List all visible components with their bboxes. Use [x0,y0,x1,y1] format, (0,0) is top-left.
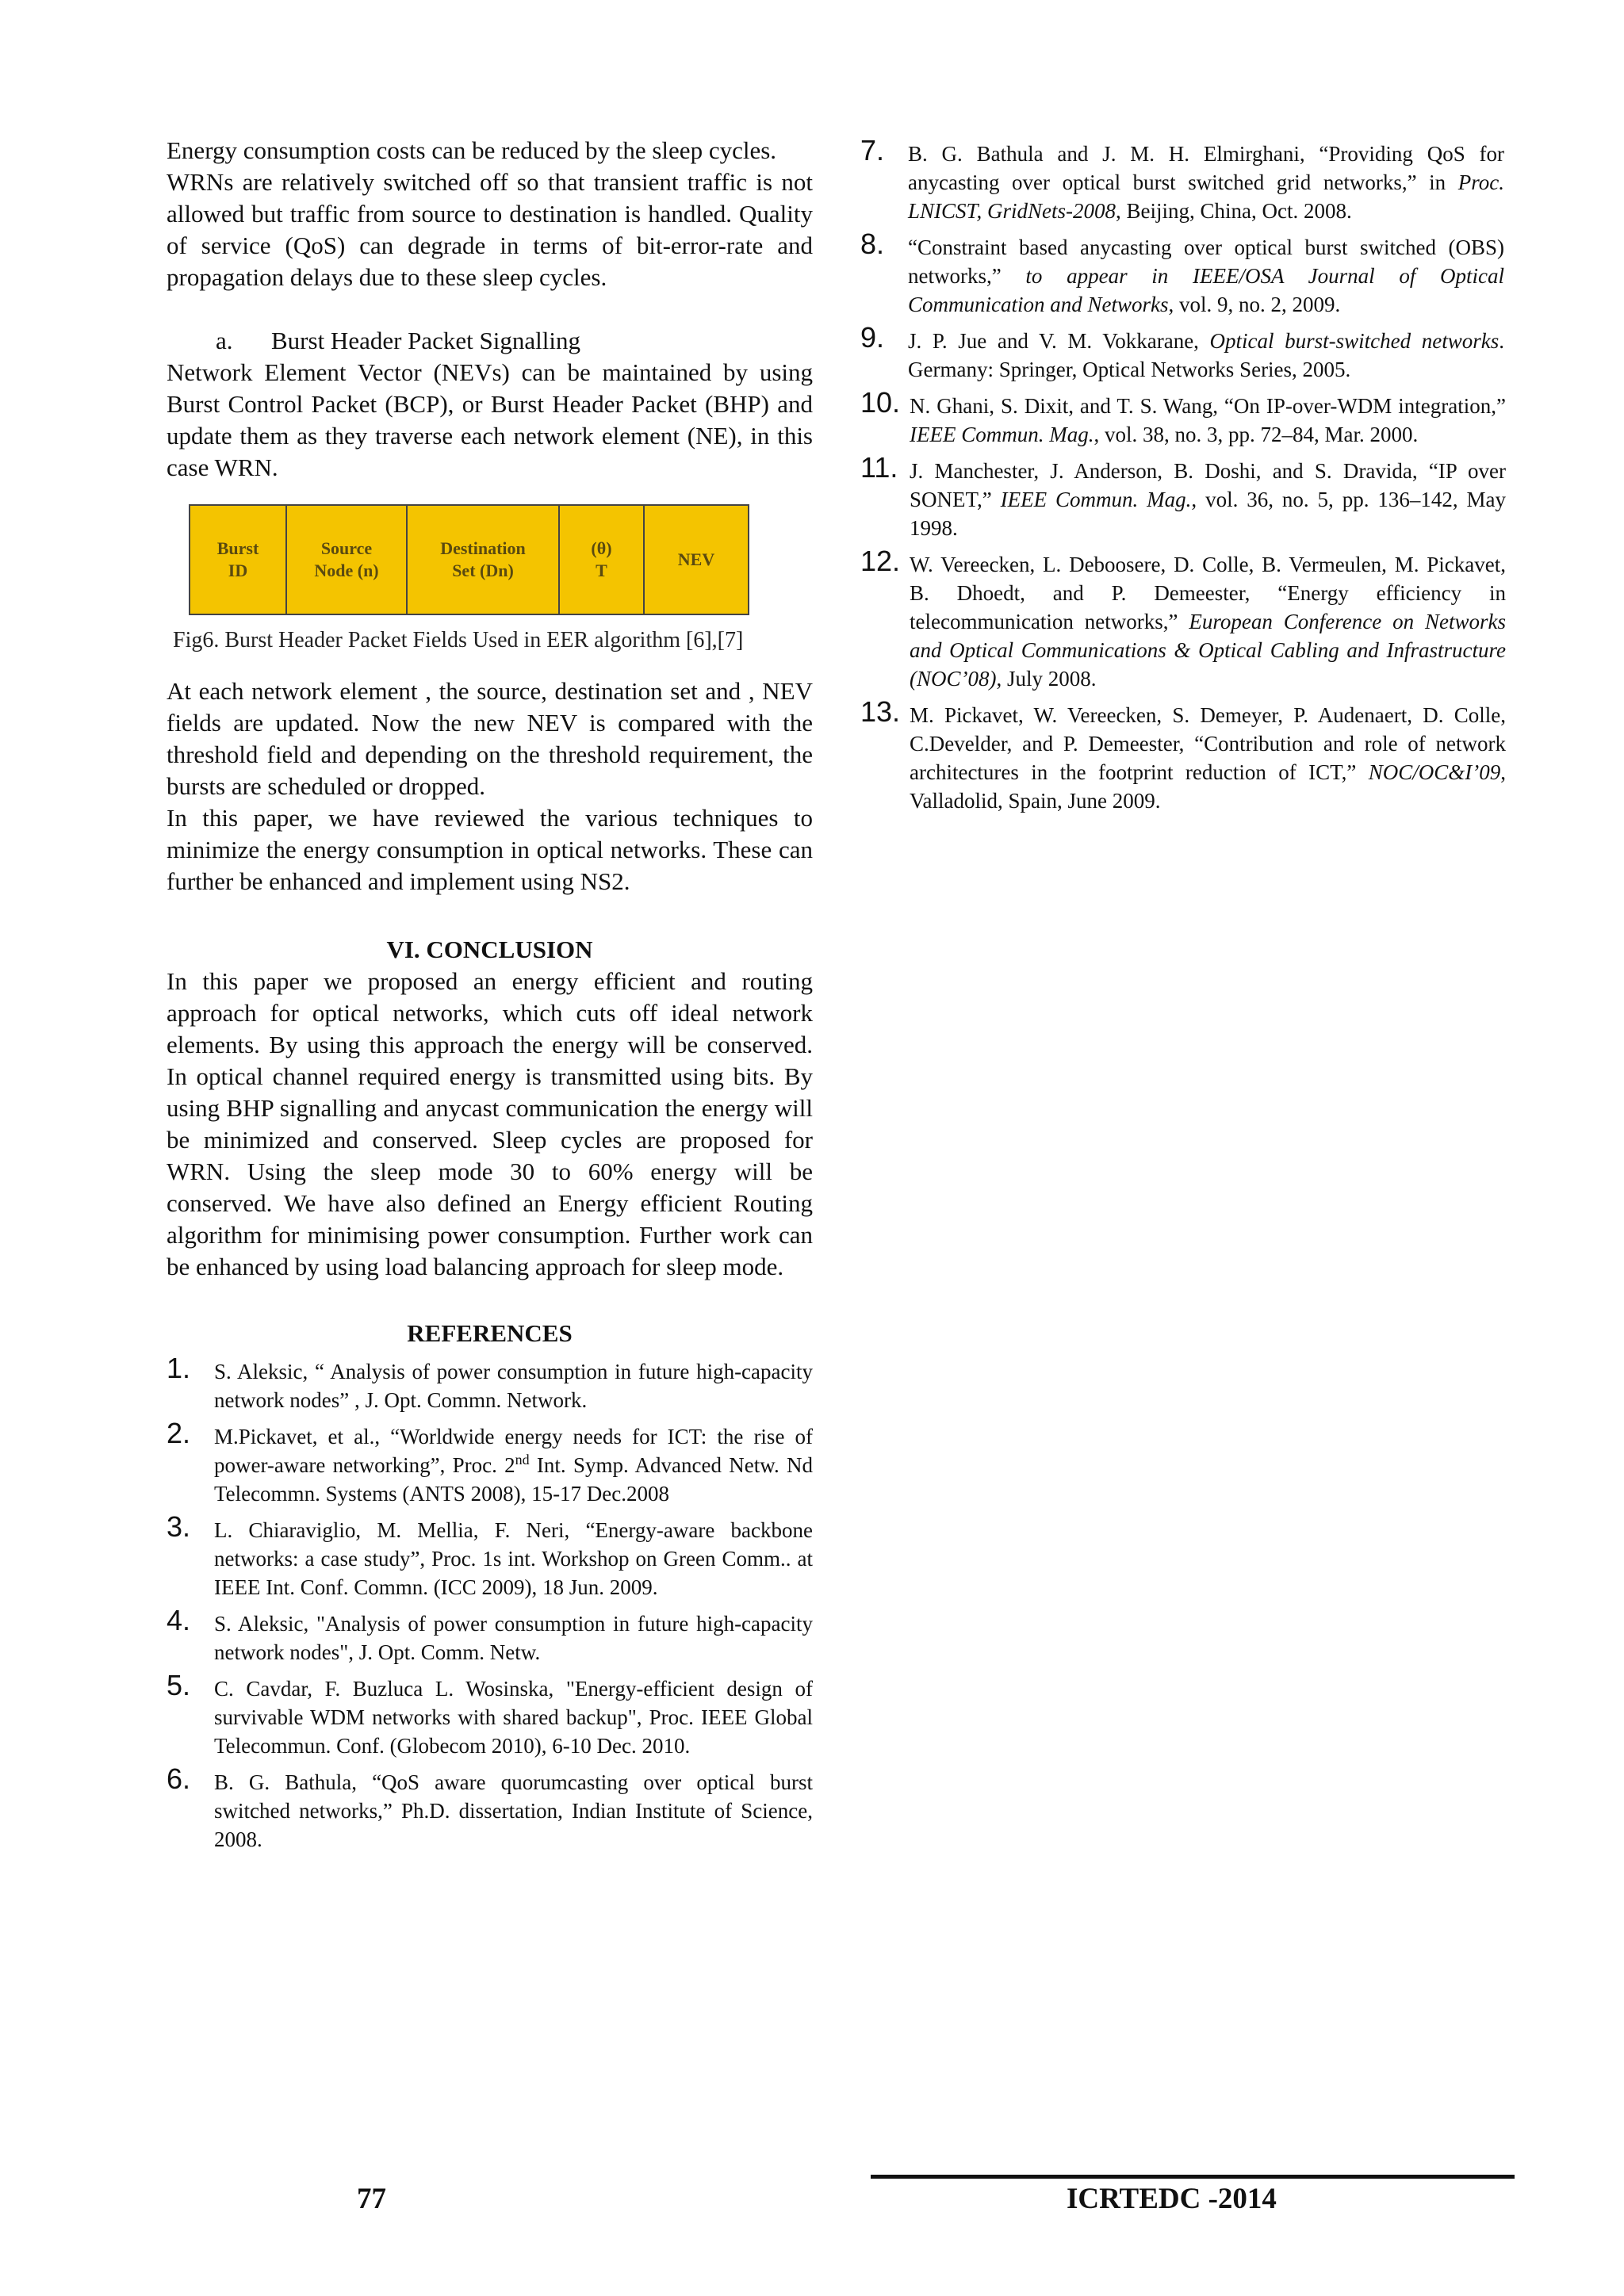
left-column [167,135,813,1857]
reference-number: 6. [167,1762,191,1795]
reference-number: 8. [860,228,885,260]
reference-text-part: , vol. 38, no. 3, pp. 72–84, Mar. 2000. [1094,423,1419,446]
reference-text: S. Aleksic, "Analysis of power consumption in future high-capacity network nodes", J. Opt. Comm. Netw. [214,1612,813,1664]
reference-number: 3. [167,1510,191,1543]
reference-item [860,135,1511,225]
reference-item [860,452,1511,542]
field-label: ID [228,561,248,580]
reference-item [167,1418,813,1508]
conclusion-paragraph: In this paper we proposed an energy efficient and routing approach for optical networks, which cuts off ideal network elements. By using this approach the energy will be conserved. In optical channel required energy is transmitted using bits. By using BHP signalling and anycast communication the energy will be minimized and conserved. Sleep cycles are proposed for WRN. Using the sleep mode 30 to 60% energy will be conserved. We have also defined an Energy efficient Routing algorithm for minimising power consumption. Further work can be enhanced by using load balancing approach for sleep mode. [167,967,813,1280]
reference-text-part: B. G. Bathula and J. M. H. Elmirghani, “Providing QoS for anycasting over optical burst switched grid networks,” in [908,142,1504,194]
reference-number: 7. [860,134,885,166]
reference-italic: IEEE Commun. Mag. [910,423,1094,446]
reference-text [908,233,1504,319]
right-column [860,135,1511,818]
field-label: T [596,561,607,580]
reference-item [167,1511,813,1601]
reference-number: 5. [167,1669,191,1701]
field-label: (θ) [591,538,612,558]
paragraph-nev: Network Element Vector (NEVs) can be maintained by using Burst Control Packet (BCP), or Burst Header Packet (BHP) and update them as they traverse each network element (NE), in this case WRN. [167,358,813,481]
reference-item [167,1763,813,1854]
reference-italic: European Conference on Networks and Optical Communications & Optical Cabling and Infrastructure (NOC’08) [910,610,1507,691]
field-label: Source [320,538,373,558]
reference-text: C. Cavdar, F. Buzluca L. Wosinska, "Energy-efficient design of survivable WDM networks with shared backup", Proc. IEEE Global Telecommun. Conf. (Globecom 2010), 6-10 Dec. 2010. [214,1677,813,1758]
reference-text [908,140,1504,225]
field-label: Destination [440,538,526,558]
reference-italic: to appear in IEEE/OSA Journal of Optical Communication and Networks [908,264,1504,316]
field-label: Node (n) [314,561,379,580]
reference-number: 13. [860,695,901,728]
reference-item [860,322,1511,384]
reference-number: 9. [860,321,885,354]
conference-name: ICRTEDC -2014 [1067,2183,1277,2215]
reference-text-part: , Valladolid, Spain, June 2009. [910,760,1506,813]
reference-text-part: W. Vereecken, L. Deboosere, D. Colle, B. Vermeulen, M. Pickavet, B. Dhoedt, and P. Demeester, “Energy efficiency in telecommunication networks,” [910,553,1506,633]
field-source-node [286,505,407,614]
reference-text [908,327,1504,384]
subsection-heading [216,325,813,357]
field-destination-set [407,505,559,614]
superscript: nd [515,1452,530,1468]
reference-item [860,387,1511,449]
reference-item [167,1670,813,1760]
reference-text-part: J. P. Jue and V. M. Vokkarane, [908,329,1210,353]
reference-item [167,1353,813,1414]
reference-text-part: J. Manchester, J. Anderson, B. Doshi, and S. Dravida, “IP over SONET,” [910,459,1506,511]
reference-text-part: Int. Symp. Advanced Netw. Nd Telecommn. Systems (ANTS 2008), 15-17 Dec.2008 [214,1453,813,1506]
reference-text [910,701,1506,815]
reference-text-part: . Germany: Springer, Optical Networks Series, 2005. [908,329,1504,381]
reference-text-part: M. Pickavet, W. Vereecken, S. Demeyer, P. Audenaert, D. Colle, C.Develder, and P. Demeester, “Contribution and role of network architectures in the footprint reduction of ICT,” [910,703,1506,784]
paragraph-sleep-cycles: Energy consumption costs can be reduced by the sleep cycles. [167,136,777,164]
reference-number: 4. [167,1604,191,1636]
references-list-left [167,1353,813,1854]
reference-item [860,228,1511,319]
subsection-letter: a. [216,327,233,354]
reference-italic: IEEE Commun. Mag. [1000,488,1192,511]
reference-italic: Optical burst-switched networks [1209,329,1500,353]
reference-text-part: N. Ghani, S. Dixit, and T. S. Wang, “On IP-over-WDM integration,” [910,394,1506,418]
reference-text-part: , Beijing, China, Oct. 2008. [1116,199,1352,223]
reference-number: 12. [860,545,901,577]
reference-text-part: “Constraint based anycasting over optical burst switched (OBS) networks,” [908,235,1504,288]
reference-text-part: , July 2008. [996,667,1097,691]
references-heading: REFERENCES [407,1319,573,1347]
reference-italic: Proc. LNICST, GridNets-2008 [908,170,1504,223]
field-label: Burst [216,538,259,558]
reference-text [910,550,1506,693]
reference-number: 1. [167,1352,191,1384]
reference-number: 2. [167,1417,191,1449]
reference-text-part: , vol. 36, no. 5, pp. 136–142, May 1998. [910,488,1506,540]
field-burst-id [190,505,286,614]
reference-text-part: M.Pickavet, et al., “Worldwide energy needs for ICT: the rise of power-aware networking”, Proc. 2 [214,1425,813,1477]
field-label: NEV [677,549,715,569]
field-label: Set (Dn) [452,561,514,580]
reference-text [910,457,1506,542]
reference-number: 11. [860,451,898,484]
reference-item [167,1605,813,1667]
subsection-title: Burst Header Packet Signalling [271,327,580,354]
paragraph-wrn: WRNs are relatively switched off so that transient traffic is not allowed but traffic from source to destination is handled. Quality of service (QoS) can degrade in terms of bit-error-rate and propagation delays due to these sleep cycles. [167,168,813,291]
bhp-fields-figure [189,504,749,615]
page-number: 77 [357,2183,386,2215]
reference-text-part: , vol. 9, no. 2, 2009. [1168,293,1341,316]
reference-item [860,696,1511,815]
paragraph-network-element: At each network element , the source, destination set and , NEV fields are updated. Now the new NEV is compared with the threshold field and depending on the threshold requirement, the bursts are scheduled or dropped. [167,677,813,800]
reference-italic: NOC/OC&I’09 [1368,760,1501,784]
reference-text [910,392,1506,449]
conclusion-heading: VI. CONCLUSION [386,936,593,963]
footer-rule [871,2175,1515,2179]
field-threshold [559,505,644,614]
reference-number: 10. [860,386,901,419]
field-nev [644,505,749,614]
reference-text: L. Chiaraviglio, M. Mellia, F. Neri, “Energy-aware backbone networks: a case study”, Proc. 1s int. Workshop on Green Comm.. at IEEE Int. Conf. Commn. (ICC 2009), 18 Jun. 2009. [214,1518,813,1599]
reference-text: B. G. Bathula, “QoS aware quorumcasting over optical burst switched networks,” Ph.D. dissertation, Indian Institute of Science, 2008. [214,1770,813,1851]
reference-item [860,545,1511,693]
reference-text [214,1422,813,1508]
figure-caption: Fig6. Burst Header Packet Fields Used in EER algorithm [6],[7] [173,628,744,652]
paragraph-review: In this paper, we have reviewed the various techniques to minimize the energy consumption in optical networks. These can further be enhanced and implement using NS2. [167,804,813,895]
reference-text: S. Aleksic, “ Analysis of power consumption in future high-capacity network nodes” , J. Opt. Commn. Network. [214,1360,813,1412]
